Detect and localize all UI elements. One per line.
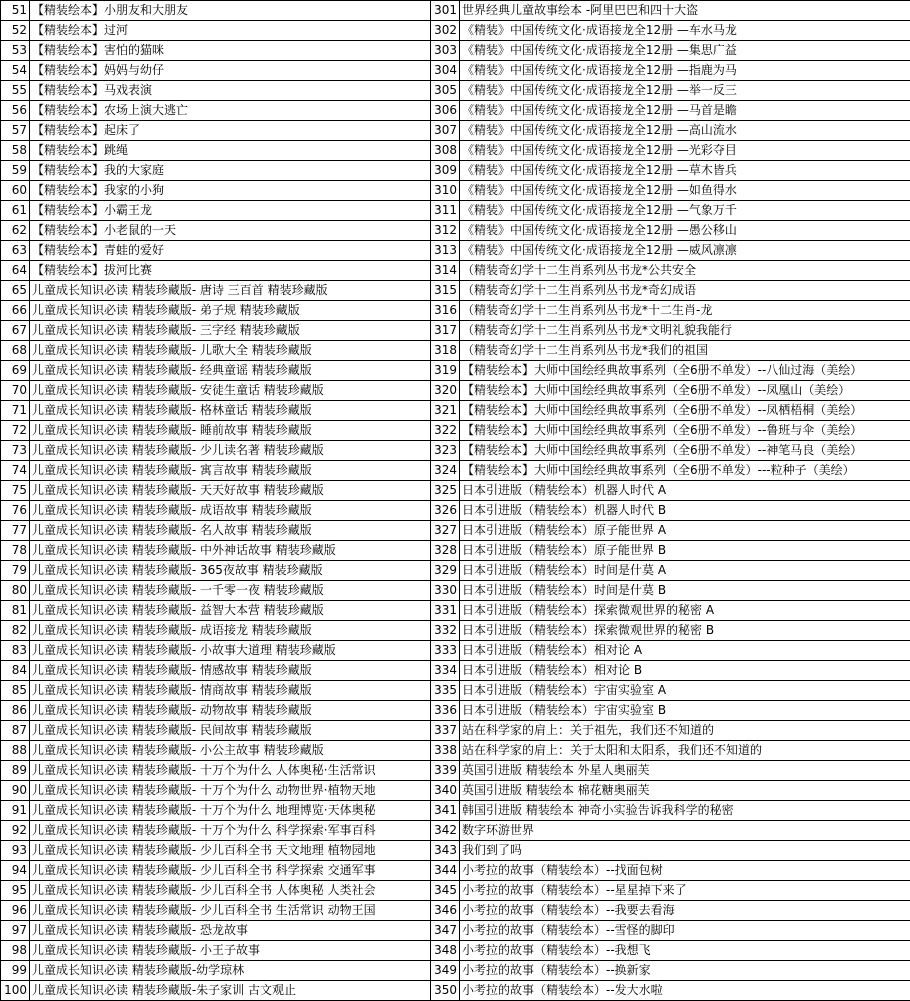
table-row [1,601,910,621]
table-row [1,341,910,361]
table-row [1,481,910,501]
right-index-cell: 346 [431,901,460,921]
left-title-cell: 儿童成长知识必读 精装珍藏版- 中外神话故事 精装珍藏版 [30,541,431,561]
right-title-cell: 日本引进版（精装绘本）机器人时代 A [460,481,910,501]
left-index-cell: 96 [1,901,30,921]
table-row [1,181,910,201]
right-title-cell: 《精装》中国传统文化·成语接龙全12册 —车水马龙 [460,21,910,41]
left-title-cell: 儿童成长知识必读 精装珍藏版- 十万个为什么 科学探索·军事百科 [30,821,431,841]
left-title-cell: 儿童成长知识必读 精装珍藏版- 三字经 精装珍藏版 [30,321,431,341]
right-title-cell: 英国引进版 精装绘本 棉花糖奥丽芙 [460,781,910,801]
right-index-cell: 347 [431,921,460,941]
right-title-cell: 【精装绘本】大师中国绘经典故事系列（全6册不单发）--凤凰山（美绘） [460,381,910,401]
right-index-cell: 339 [431,761,460,781]
right-title-cell: （精装奇幻学十二生肖系列丛书龙*十二生肖-龙 [460,301,910,321]
table-row [1,81,910,101]
left-index-cell: 61 [1,201,30,221]
left-index-cell: 78 [1,541,30,561]
left-title-cell: 【精装绘本】小老鼠的一天 [30,221,431,241]
left-title-cell: 儿童成长知识必读 精装珍藏版- 弟子规 精装珍藏版 [30,301,431,321]
right-index-cell: 326 [431,501,460,521]
table-row [1,141,910,161]
table-row [1,221,910,241]
right-index-cell: 325 [431,481,460,501]
left-title-cell: 儿童成长知识必读 精装珍藏版- 小王子故事 [30,941,431,961]
right-index-cell: 301 [431,1,460,21]
table-row [1,661,910,681]
table-row [1,941,910,961]
left-index-cell: 75 [1,481,30,501]
left-index-cell: 82 [1,621,30,641]
table-row [1,521,910,541]
left-title-cell: 【精装绘本】小朋友和大朋友 [30,1,431,21]
left-index-cell: 52 [1,21,30,41]
table-body [1,1,910,1001]
table-row [1,441,910,461]
left-index-cell: 89 [1,761,30,781]
left-index-cell: 60 [1,181,30,201]
table-row [1,1,910,21]
left-title-cell: 儿童成长知识必读 精装珍藏版- 名人故事 精装珍藏版 [30,521,431,541]
left-title-cell: 儿童成长知识必读 精装珍藏版- 经典童谣 精装珍藏版 [30,361,431,381]
right-title-cell: 《精装》中国传统文化·成语接龙全12册 —气象万千 [460,201,910,221]
left-title-cell: 儿童成长知识必读 精装珍藏版- 恐龙故事 [30,921,431,941]
right-index-cell: 313 [431,241,460,261]
right-index-cell: 344 [431,861,460,881]
left-index-cell: 98 [1,941,30,961]
left-title-cell: 【精装绘本】跳绳 [30,141,431,161]
table-row [1,281,910,301]
left-title-cell: 儿童成长知识必读 精装珍藏版- 十万个为什么 动物世界·植物天地 [30,781,431,801]
left-index-cell: 53 [1,41,30,61]
right-index-cell: 350 [431,981,460,1001]
table-row [1,561,910,581]
right-index-cell: 333 [431,641,460,661]
right-title-cell: 日本引进版（精装绘本）相对论 B [460,661,910,681]
right-title-cell: 《精装》中国传统文化·成语接龙全12册 —集思广益 [460,41,910,61]
right-index-cell: 331 [431,601,460,621]
right-index-cell: 312 [431,221,460,241]
table-row [1,701,910,721]
right-title-cell: 日本引进版（精装绘本）原子能世界 B [460,541,910,561]
left-index-cell: 97 [1,921,30,941]
left-index-cell: 80 [1,581,30,601]
left-index-cell: 91 [1,801,30,821]
right-title-cell: （精装奇幻学十二生肖系列丛书龙*文明礼貌我能行 [460,321,910,341]
left-index-cell: 57 [1,121,30,141]
left-title-cell: 【精装绘本】害怕的猫咪 [30,41,431,61]
right-title-cell: 《精装》中国传统文化·成语接龙全12册 —草木皆兵 [460,161,910,181]
table-row [1,201,910,221]
left-index-cell: 72 [1,421,30,441]
left-index-cell: 67 [1,321,30,341]
left-title-cell: 儿童成长知识必读 精装珍藏版- 成语故事 精装珍藏版 [30,501,431,521]
right-title-cell: 《精装》中国传统文化·成语接龙全12册 —如鱼得水 [460,181,910,201]
left-index-cell: 54 [1,61,30,81]
right-index-cell: 342 [431,821,460,841]
right-index-cell: 334 [431,661,460,681]
right-title-cell: 小考拉的故事（精装绘本）--我想飞 [460,941,910,961]
right-title-cell: 日本引进版（精装绘本）探索微观世界的秘密 A [460,601,910,621]
right-index-cell: 324 [431,461,460,481]
table-row [1,241,910,261]
right-title-cell: 世界经典儿童故事绘本 -阿里巴巴和四十大盗 [460,1,910,21]
left-index-cell: 55 [1,81,30,101]
right-title-cell: 《精装》中国传统文化·成语接龙全12册 —光彩夺目 [460,141,910,161]
right-title-cell: （精装奇幻学十二生肖系列丛书龙*我们的祖国 [460,341,910,361]
left-title-cell: 儿童成长知识必读 精装珍藏版- 一千零一夜 精装珍藏版 [30,581,431,601]
table-row [1,761,910,781]
left-index-cell: 94 [1,861,30,881]
right-index-cell: 323 [431,441,460,461]
left-index-cell: 56 [1,101,30,121]
table-row [1,901,910,921]
left-index-cell: 90 [1,781,30,801]
table-row [1,841,910,861]
right-title-cell: 《精装》中国传统文化·成语接龙全12册 —愚公移山 [460,221,910,241]
left-index-cell: 68 [1,341,30,361]
right-title-cell: 【精装绘本】大师中国绘经典故事系列（全6册不单发）--鲁班与伞（美绘） [460,421,910,441]
right-index-cell: 345 [431,881,460,901]
left-title-cell: 儿童成长知识必读 精装珍藏版-朱子家训 古文观止 [30,981,431,1001]
right-title-cell: 站在科学家的肩上：关于太阳和太阳系，我们还不知道的 [460,741,910,761]
left-index-cell: 64 [1,261,30,281]
right-title-cell: 【精装绘本】大师中国绘经典故事系列（全6册不单发）--神笔马良（美绘） [460,441,910,461]
left-index-cell: 100 [1,981,30,1001]
right-title-cell: 小考拉的故事（精装绘本）--发大水啦 [460,981,910,1001]
left-title-cell: 【精装绘本】马戏表演 [30,81,431,101]
right-title-cell: 站在科学家的肩上：关于祖先，我们还不知道的 [460,721,910,741]
table-row [1,541,910,561]
left-title-cell: 【精装绘本】我家的小狗 [30,181,431,201]
right-title-cell: 日本引进版（精装绘本）宇宙实验室 B [460,701,910,721]
left-index-cell: 70 [1,381,30,401]
table-row [1,21,910,41]
left-title-cell: 儿童成长知识必读 精装珍藏版- 天天好故事 精装珍藏版 [30,481,431,501]
right-title-cell: 小考拉的故事（精装绘本）--我要去看海 [460,901,910,921]
left-index-cell: 58 [1,141,30,161]
right-title-cell: 我们到了吗 [460,841,910,861]
left-title-cell: 儿童成长知识必读 精装珍藏版- 益智大本营 精装珍藏版 [30,601,431,621]
left-title-cell: 儿童成长知识必读 精装珍藏版- 儿歌大全 精装珍藏版 [30,341,431,361]
right-title-cell: 《精装》中国传统文化·成语接龙全12册 —威风凛凛 [460,241,910,261]
right-index-cell: 348 [431,941,460,961]
table-row [1,641,910,661]
left-title-cell: 儿童成长知识必读 精装珍藏版- 情商故事 精装珍藏版 [30,681,431,701]
table-row [1,401,910,421]
right-index-cell: 316 [431,301,460,321]
left-index-cell: 88 [1,741,30,761]
right-index-cell: 306 [431,101,460,121]
left-index-cell: 74 [1,461,30,481]
left-title-cell: 【精装绘本】农场上演大逃亡 [30,101,431,121]
left-index-cell: 71 [1,401,30,421]
left-title-cell: 儿童成长知识必读 精装珍藏版- 动物故事 精装珍藏版 [30,701,431,721]
left-title-cell: 【精装绘本】小霸王龙 [30,201,431,221]
right-title-cell: （精装奇幻学十二生肖系列丛书龙*公共安全 [460,261,910,281]
right-index-cell: 311 [431,201,460,221]
left-index-cell: 95 [1,881,30,901]
right-index-cell: 308 [431,141,460,161]
right-index-cell: 302 [431,21,460,41]
right-title-cell: 数字环游世界 [460,821,910,841]
left-title-cell: 【精装绘本】起床了 [30,121,431,141]
right-title-cell: 【精装绘本】大师中国绘经典故事系列（全6册不单发）--八仙过海（美绘） [460,361,910,381]
left-title-cell: 【精装绘本】青蛙的爱好 [30,241,431,261]
table-row [1,461,910,481]
right-title-cell: 小考拉的故事（精装绘本）--找面包树 [460,861,910,881]
left-index-cell: 69 [1,361,30,381]
left-title-cell: 儿童成长知识必读 精装珍藏版- 十万个为什么 地理博览·天体奥秘 [30,801,431,821]
right-title-cell: 韩国引进版 精装绘本 神奇小实验告诉我科学的秘密 [460,801,910,821]
right-index-cell: 336 [431,701,460,721]
right-title-cell: 小考拉的故事（精装绘本）--雪怪的脚印 [460,921,910,941]
left-index-cell: 93 [1,841,30,861]
table-row [1,381,910,401]
left-title-cell: 儿童成长知识必读 精装珍藏版-幼学琼林 [30,961,431,981]
right-index-cell: 330 [431,581,460,601]
left-title-cell: 儿童成长知识必读 精装珍藏版- 唐诗 三百首 精装珍藏版 [30,281,431,301]
right-index-cell: 341 [431,801,460,821]
left-title-cell: 【精装绘本】过河 [30,21,431,41]
right-title-cell: 【精装绘本】大师中国绘经典故事系列（全6册不单发）---粒种子（美绘） [460,461,910,481]
right-index-cell: 315 [431,281,460,301]
left-title-cell: 儿童成长知识必读 精装珍藏版- 安徒生童话 精装珍藏版 [30,381,431,401]
right-title-cell: 小考拉的故事（精装绘本）--星星掉下来了 [460,881,910,901]
table-row [1,681,910,701]
table-row [1,861,910,881]
table-row [1,621,910,641]
left-title-cell: 儿童成长知识必读 精装珍藏版- 365夜故事 精装珍藏版 [30,561,431,581]
right-index-cell: 349 [431,961,460,981]
right-title-cell: 日本引进版（精装绘本）宇宙实验室 A [460,681,910,701]
table-row [1,921,910,941]
table-row [1,101,910,121]
right-title-cell: 日本引进版（精装绘本）时间是什莫 A [460,561,910,581]
left-index-cell: 77 [1,521,30,541]
table-row [1,61,910,81]
left-index-cell: 83 [1,641,30,661]
right-index-cell: 329 [431,561,460,581]
left-title-cell: 【精装绘本】拔河比赛 [30,261,431,281]
right-index-cell: 309 [431,161,460,181]
right-index-cell: 322 [431,421,460,441]
right-index-cell: 304 [431,61,460,81]
left-index-cell: 65 [1,281,30,301]
left-index-cell: 86 [1,701,30,721]
left-title-cell: 儿童成长知识必读 精装珍藏版- 民间故事 精装珍藏版 [30,721,431,741]
right-title-cell: （精装奇幻学十二生肖系列丛书龙*奇幻成语 [460,281,910,301]
left-title-cell: 儿童成长知识必读 精装珍藏版- 睡前故事 精装珍藏版 [30,421,431,441]
right-index-cell: 320 [431,381,460,401]
left-index-cell: 99 [1,961,30,981]
left-index-cell: 87 [1,721,30,741]
left-title-cell: 儿童成长知识必读 精装珍藏版- 小公主故事 精装珍藏版 [30,741,431,761]
left-index-cell: 84 [1,661,30,681]
left-index-cell: 66 [1,301,30,321]
right-index-cell: 310 [431,181,460,201]
right-index-cell: 340 [431,781,460,801]
right-index-cell: 335 [431,681,460,701]
table-row [1,781,910,801]
left-index-cell: 59 [1,161,30,181]
table-row [1,581,910,601]
left-title-cell: 儿童成长知识必读 精装珍藏版- 十万个为什么 人体奥秘·生活常识 [30,761,431,781]
left-index-cell: 81 [1,601,30,621]
table-row [1,321,910,341]
right-index-cell: 332 [431,621,460,641]
right-index-cell: 307 [431,121,460,141]
table-row [1,881,910,901]
right-title-cell: 《精装》中国传统文化·成语接龙全12册 —高山流水 [460,121,910,141]
left-title-cell: 儿童成长知识必读 精装珍藏版- 成语接龙 精装珍藏版 [30,621,431,641]
right-index-cell: 303 [431,41,460,61]
right-title-cell: 日本引进版（精装绘本）原子能世界 A [460,521,910,541]
left-index-cell: 51 [1,1,30,21]
table-row [1,361,910,381]
table-row [1,801,910,821]
right-title-cell: 日本引进版（精装绘本）相对论 A [460,641,910,661]
left-title-cell: 【精装绘本】我的大家庭 [30,161,431,181]
table-row [1,961,910,981]
table-row [1,501,910,521]
left-title-cell: 儿童成长知识必读 精装珍藏版- 少儿读名著 精装珍藏版 [30,441,431,461]
table-row [1,161,910,181]
table-row [1,261,910,281]
right-index-cell: 343 [431,841,460,861]
left-index-cell: 79 [1,561,30,581]
right-index-cell: 314 [431,261,460,281]
right-title-cell: 《精装》中国传统文化·成语接龙全12册 —指鹿为马 [460,61,910,81]
right-title-cell: 英国引进版 精装绘本 外星人奥丽芙 [460,761,910,781]
table-row [1,821,910,841]
left-title-cell: 儿童成长知识必读 精装珍藏版- 少儿百科全书 生活常识 动物王国 [30,901,431,921]
right-title-cell: 日本引进版（精装绘本）时间是什莫 B [460,581,910,601]
left-title-cell: 儿童成长知识必读 精装珍藏版- 少儿百科全书 人体奥秘 人类社会 [30,881,431,901]
right-title-cell: 《精装》中国传统文化·成语接龙全12册 —马首是瞻 [460,101,910,121]
right-index-cell: 338 [431,741,460,761]
right-title-cell: 【精装绘本】大师中国绘经典故事系列（全6册不单发）--凤栖梧桐（美绘） [460,401,910,421]
left-title-cell: 儿童成长知识必读 精装珍藏版- 寓言故事 精装珍藏版 [30,461,431,481]
right-index-cell: 337 [431,721,460,741]
left-title-cell: 儿童成长知识必读 精装珍藏版- 格林童话 精装珍藏版 [30,401,431,421]
right-index-cell: 317 [431,321,460,341]
table-row [1,41,910,61]
left-title-cell: 儿童成长知识必读 精装珍藏版- 小故事大道理 精装珍藏版 [30,641,431,661]
right-index-cell: 321 [431,401,460,421]
table-row [1,981,910,1001]
table-row [1,421,910,441]
table-row [1,741,910,761]
left-title-cell: 儿童成长知识必读 精装珍藏版- 少儿百科全书 天文地理 植物园地 [30,841,431,861]
left-title-cell: 儿童成长知识必读 精装珍藏版- 情感故事 精装珍藏版 [30,661,431,681]
left-index-cell: 62 [1,221,30,241]
right-title-cell: 《精装》中国传统文化·成语接龙全12册 —举一反三 [460,81,910,101]
left-index-cell: 63 [1,241,30,261]
left-index-cell: 73 [1,441,30,461]
right-index-cell: 327 [431,521,460,541]
left-index-cell: 85 [1,681,30,701]
table-row [1,721,910,741]
right-index-cell: 328 [431,541,460,561]
right-index-cell: 319 [431,361,460,381]
table-row [1,301,910,321]
table-row [1,121,910,141]
left-index-cell: 92 [1,821,30,841]
right-index-cell: 305 [431,81,460,101]
right-title-cell: 小考拉的故事（精装绘本）--换新家 [460,961,910,981]
right-index-cell: 318 [431,341,460,361]
left-title-cell: 儿童成长知识必读 精装珍藏版- 少儿百科全书 科学探索 交通军事 [30,861,431,881]
right-title-cell: 日本引进版（精装绘本）探索微观世界的秘密 B [460,621,910,641]
right-title-cell: 日本引进版（精装绘本）机器人时代 B [460,501,910,521]
left-index-cell: 76 [1,501,30,521]
left-title-cell: 【精装绘本】妈妈与幼仔 [30,61,431,81]
